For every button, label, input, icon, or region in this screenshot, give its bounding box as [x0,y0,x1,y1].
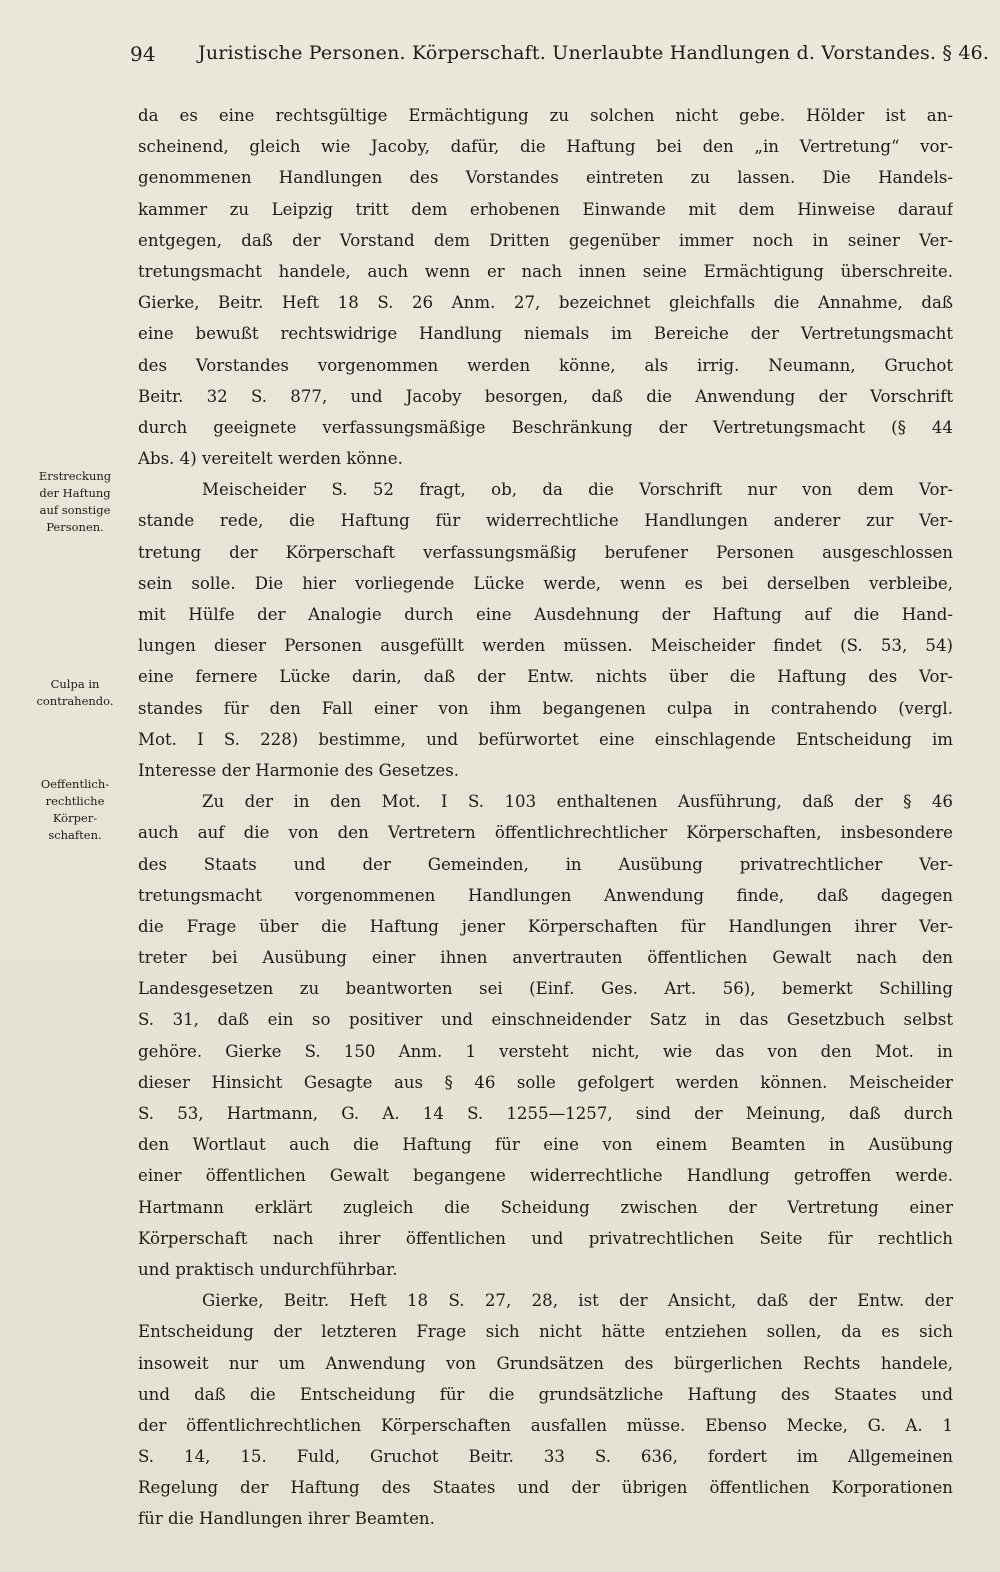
text-line: lungen dieser Personen ausgefüllt werden müssen. Meischeider findet (S. 53, 54) [138,636,953,656]
page-header [130,42,990,76]
margin-note: Culpa in contrahendo. [36,677,114,708]
text-line: Beitr. 32 S. 877, und Jacoby besorgen, daß die Anwendung der Vorschrift [138,386,953,406]
running-title: Juristische Personen. Körperschaft. Unerlaubte Handlungen d. Vorstandes. § 46. [198,42,990,64]
text-line: Interesse der Harmonie des Gesetzes. [138,760,460,780]
text-line: die Frage über die Haftung jener Körperschaften für Handlungen ihrer Ver- [138,916,953,936]
text-line: Gierke, Beitr. Heft 18 S. 27, 28, ist der Ansicht, daß der Entw. der [202,1291,953,1311]
text-line: dieser Hinsicht Gesagte aus § 46 solle gefolgert werden können. Meischeider [138,1072,953,1092]
text-line: genommenen Handlungen des Vorstandes eintreten zu lassen. Die Handels- [138,168,953,188]
text-line: standes für den Fall einer von ihm begangenen culpa in contrahendo (vergl. [138,698,953,718]
text-line: scheinend, gleich wie Jacoby, dafür, die Haftung bei den „in Vertretung“ vor- [138,137,953,157]
page-number: 94 [130,42,156,66]
text-line: eine bewußt rechtswidrige Handlung niemals im Bereiche der Vertretungsmacht [138,324,953,344]
text-line: tretungsmacht vorgenommenen Handlungen Anwendung finde, daß dagegen [138,885,953,905]
text-line: Hartmann erklärt zugleich die Scheidung zwischen der Vertretung einer [138,1197,953,1217]
text-line: stande rede, die Haftung für widerrechtliche Handlungen anderer zur Ver- [138,511,953,531]
text-line: und daß die Entscheidung für die grundsätzliche Haftung des Staates und [138,1384,953,1404]
main-text [138,100,953,1535]
text-line: S. 31, daß ein so positiver und einschneidender Satz in das Gesetzbuch selbst [138,1010,953,1030]
text-line: Körperschaft nach ihrer öffentlichen und privatrechtlichen Seite für rechtlich [138,1228,953,1248]
text-line: Mot. I S. 228) bestimme, und befürwortet eine einschlagende Entscheidung im [138,729,953,749]
text-line: eine fernere Lücke darin, daß der Entw. nichts über die Haftung des Vor- [138,667,953,687]
text-line: entgegen, daß der Vorstand dem Dritten gegenüber immer noch in seiner Ver- [138,230,953,250]
text-line: tretung der Körperschaft verfassungsmäßig berufener Personen ausgeschlossen [138,542,953,562]
text-line: S. 53, Hartmann, G. A. 14 S. 1255—1257, sind der Meinung, daß durch [138,1104,953,1123]
text-line: Gierke, Beitr. Heft 18 S. 26 Anm. 27, bezeichnet gleichfalls die Annahme, daß [138,293,953,313]
margin-notes [18,0,132,1572]
text-line: mit Hülfe der Analogie durch eine Ausdehnung der Haftung auf die Hand- [138,605,953,624]
text-line: Meischeider S. 52 fragt, ob, da die Vorschrift nur von dem Vor- [202,480,953,500]
text-line: einer öffentlichen Gewalt begangene widerrechtliche Handlung getroffen werde. [138,1166,953,1186]
text-line: Entscheidung der letzteren Frage sich nicht hätte entziehen sollen, da es sich [138,1322,953,1342]
text-line: gehöre. Gierke S. 150 Anm. 1 versteht nicht, wie das von den Mot. in [138,1041,953,1061]
text-line: insoweit nur um Anwendung von Grundsätzen des bürgerlichen Rechts handele, [138,1353,953,1373]
text-line: Abs. 4) vereitelt werden könne. [138,449,403,469]
margin-note: Erstreckung der Haftung auf sonstige Personen. [38,469,112,534]
text-line: für die Handlungen ihrer Beamten. [138,1509,435,1529]
text-line: den Wortlaut auch die Haftung für eine von einem Beamten in Ausübung [138,1135,953,1155]
text-line: des Staats und der Gemeinden, in Ausübung privatrechtlicher Ver- [138,854,953,874]
text-line: auch auf die von den Vertretern öffentlichrechtlicher Körperschaften, insbesondere [138,823,953,843]
text-line: und praktisch undurchführbar. [138,1259,398,1279]
text-line: tretungsmacht handele, auch wenn er nach innen seine Ermächtigung überschreite. [138,261,953,281]
text-line: der öffentlichrechtlichen Körperschaften ausfallen müsse. Ebenso Mecke, G. A. 1 [138,1415,953,1435]
text-line: treter bei Ausübung einer ihnen anvertrauten öffentlichen Gewalt nach den [138,948,953,968]
text-line: da es eine rechtsgültige Ermächtigung zu solchen nicht gebe. Hölder ist an- [138,106,953,125]
margin-note: Oeffentlich- rechtliche Körper- schaften. [40,777,110,842]
text-line: Zu der in den Mot. I S. 103 enthaltenen Ausführung, daß der § 46 [202,792,953,812]
text-line: Regelung der Haftung des Staates und der übrigen öffentlichen Korporationen [138,1478,953,1498]
text-line: des Vorstandes vorgenommen werden könne, als irrig. Neumann, Gruchot [138,355,953,375]
text-line: durch geeignete verfassungsmäßige Beschränkung der Vertretungsmacht (§ 44 [138,417,953,437]
text-line: Landesgesetzen zu beantworten sei (Einf. Ges. Art. 56), bemerkt Schilling [138,979,953,999]
text-line: sein solle. Die hier vorliegende Lücke werde, wenn es bei derselben verbleibe, [138,573,953,593]
text-line: kammer zu Leipzig tritt dem erhobenen Einwande mit dem Hinweise darauf [138,199,953,219]
text-line: S. 14, 15. Fuld, Gruchot Beitr. 33 S. 636, fordert im Allgemeinen [138,1447,953,1467]
